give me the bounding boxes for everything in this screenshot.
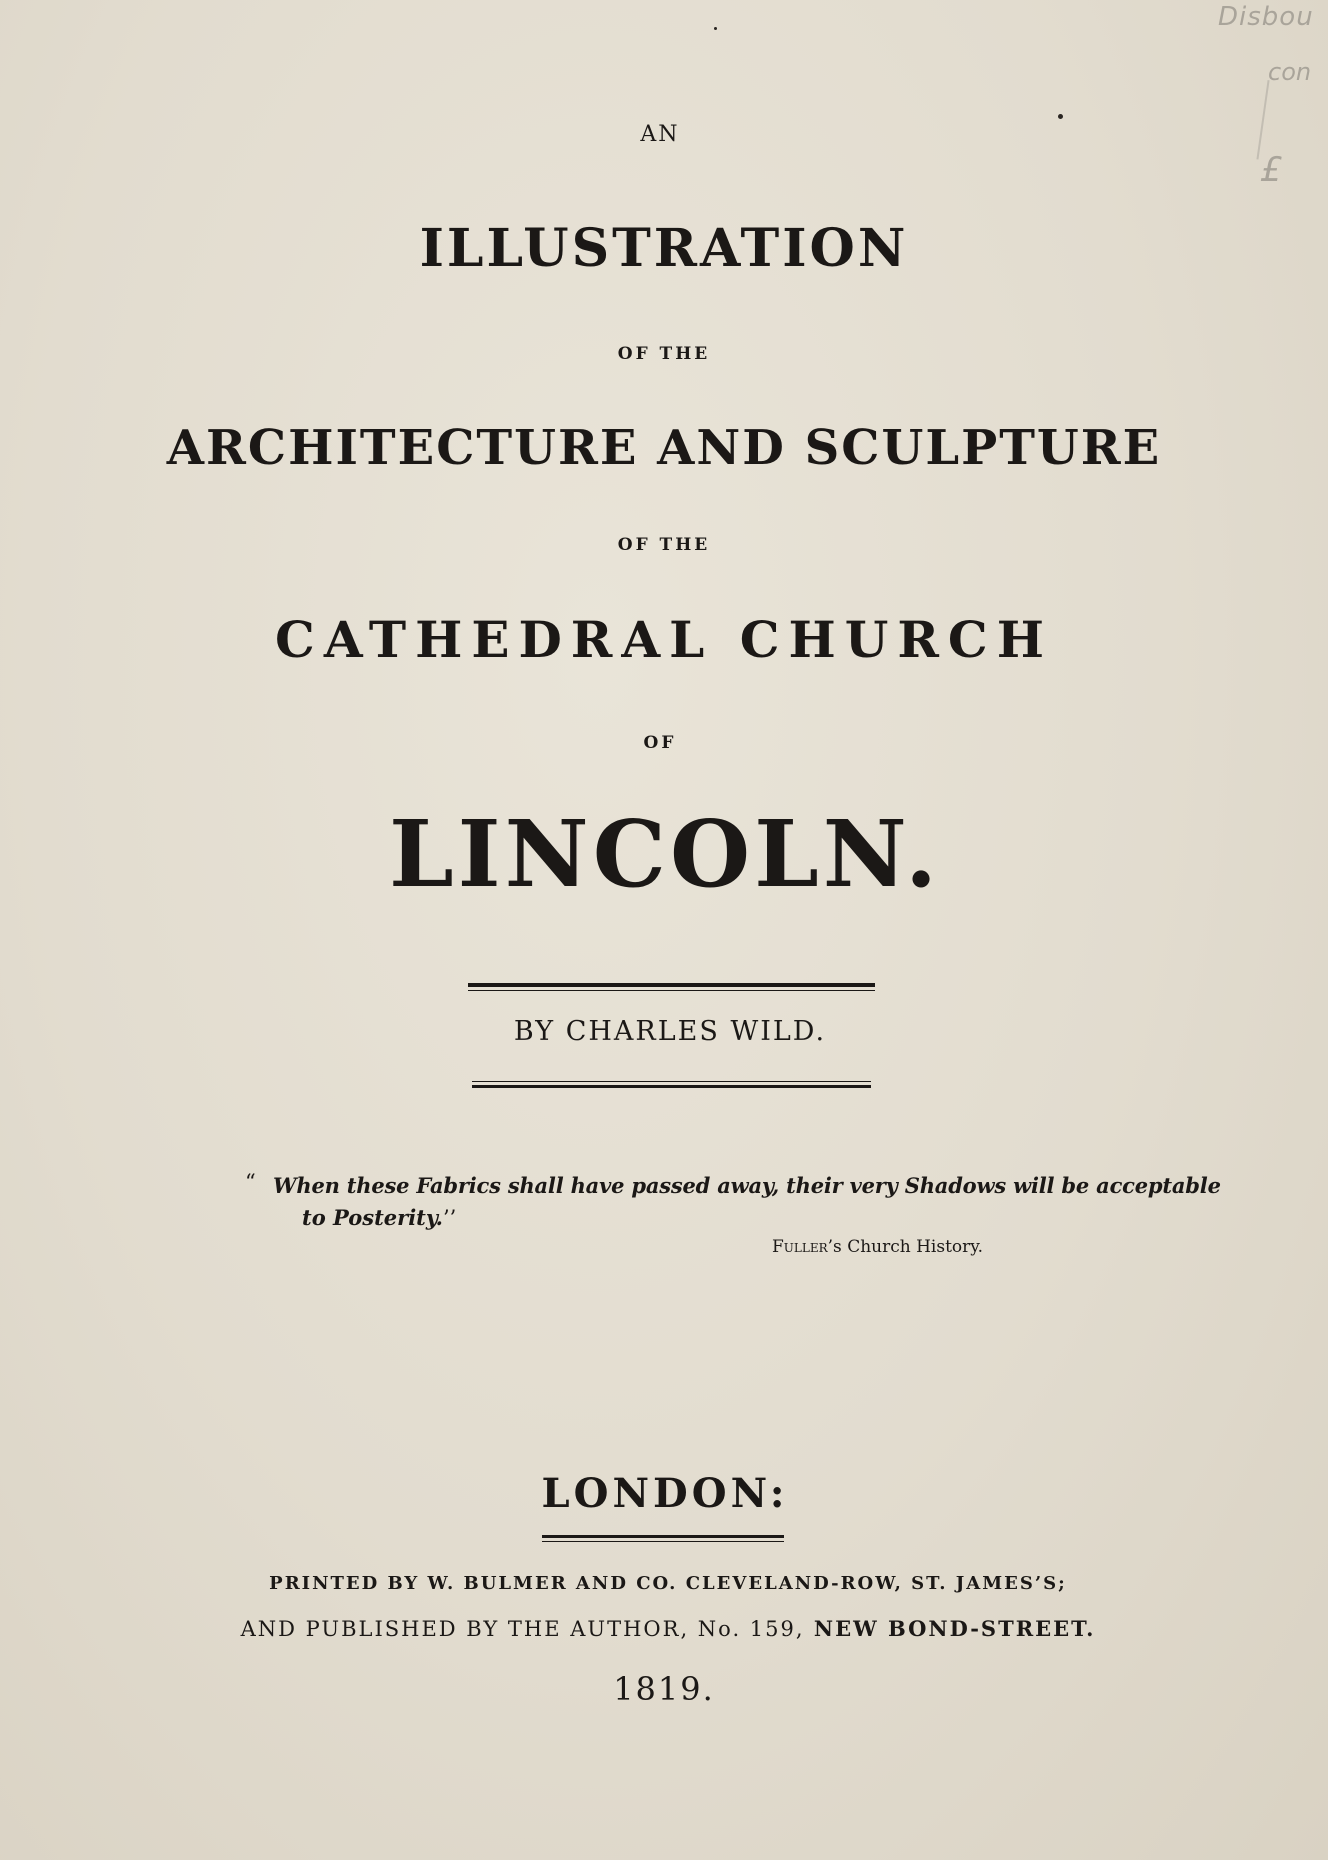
epigraph-source-rest: ’s Church History. [827,1237,984,1257]
paper-speck [714,27,717,30]
epigraph-open-quote: “ [245,1170,256,1194]
title-cathedral: CATHEDRAL CHURCH [275,610,1053,669]
epigraph-close-quote: ’’ [442,1206,457,1230]
imprint-published-prefix: AND PUBLISHED BY THE AUTHOR, [240,1617,698,1641]
epigraph-line-2 [302,1202,456,1234]
imprint-printed-by: PRINTED BY W. BULMER AND CO. CLEVELAND-ROW, ST. JAMES’S; [269,1573,1067,1594]
pencil-stroke [1256,80,1272,160]
title-of: OF [643,733,677,753]
paper-speck [1058,114,1063,119]
imprint-year: 1819. [613,1670,715,1708]
pencil-note-2: con [1268,58,1312,86]
title-architecture: ARCHITECTURE AND SCULPTURE [166,420,1162,476]
title-illustration: ILLUSTRATION [419,218,909,279]
epigraph-line-1: When these Fabrics shall have passed away, their very Shadows will be acceptable [273,1173,1221,1198]
author-line: BY CHARLES WILD. [513,1016,827,1047]
title-an: AN [640,122,680,147]
epigraph-line-2-text: to Posterity. [302,1205,443,1230]
title-of-the-2: OF THE [617,535,711,555]
title-lincoln: LINCOLN. [388,800,942,908]
pencil-note-3: £ [1260,150,1282,190]
imprint-published-no: No. 159, [697,1617,805,1641]
title-of-the-1: OF THE [617,344,711,364]
pencil-note-1: Disbou [1218,2,1314,32]
imprint-published-by [0,1616,1328,1641]
imprint-city: LONDON: [541,1470,789,1517]
imprint-published-street: NEW BOND-STREET. [804,1616,1096,1641]
epigraph-source [772,1237,983,1257]
epigraph-source-name: Fuller [772,1237,828,1257]
